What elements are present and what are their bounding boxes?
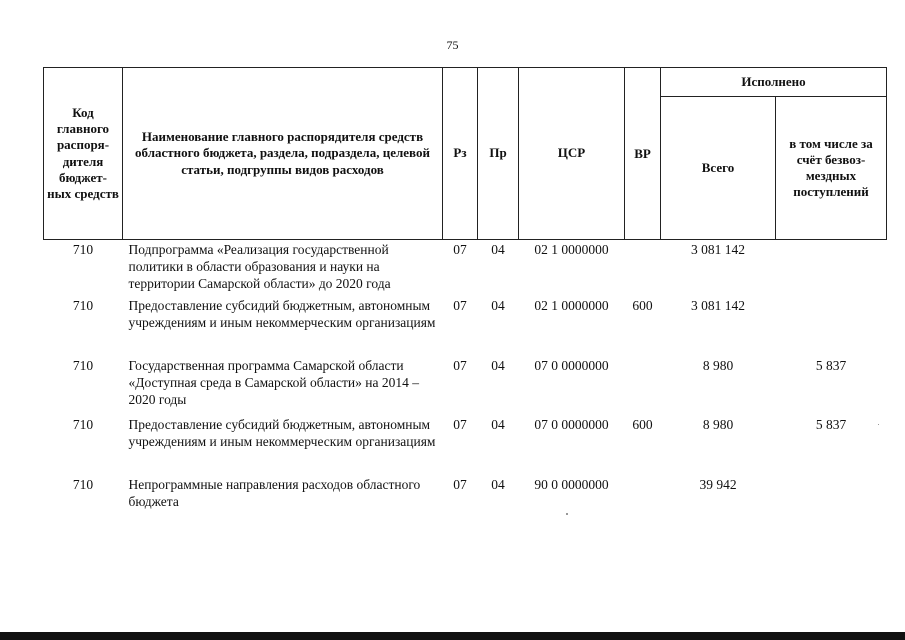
cell-csr: 02 1 0000000 xyxy=(534,242,609,257)
cell-name: Предоставление субсидий бюджетным, автономным учреждениям и иным некоммерческим организациям xyxy=(128,298,436,330)
page-number: 75 xyxy=(446,38,459,52)
cell-total: 8 980 xyxy=(702,358,734,373)
header-executed: Исполнено xyxy=(661,68,887,97)
cell-vr: 600 xyxy=(632,298,653,313)
cell-pr: 04 xyxy=(491,358,505,373)
budget-table xyxy=(43,67,887,517)
table-row xyxy=(44,240,887,297)
cell-name: Непрограммные направления расходов областного бюджета xyxy=(128,477,421,509)
cell-name: Подпрограмма «Реализация государственной политики в области образования и науки на территории Самарской области» до 2020 года xyxy=(128,242,391,291)
cell-pr: 04 xyxy=(491,477,505,492)
cell-rz: 07 xyxy=(453,477,467,492)
header-csr: ЦСР xyxy=(519,68,625,240)
header-gratuitous: в том числе за счёт безвоз-мездных поступлений xyxy=(776,97,887,240)
cell-code: 710 xyxy=(72,477,94,492)
cell-total: 8 980 xyxy=(702,417,734,432)
cell-code: 710 xyxy=(72,417,94,432)
cell-vr xyxy=(625,356,661,415)
header-pr: Пр xyxy=(478,68,519,240)
scan-speck xyxy=(566,513,568,515)
cell-csr: 07 0 0000000 xyxy=(534,417,609,432)
cell-csr: 90 0 0000000 xyxy=(534,477,609,492)
cell-rz: 07 xyxy=(453,417,467,432)
cell-gratuitous xyxy=(776,240,887,297)
cell-code: 710 xyxy=(72,298,94,313)
cell-vr xyxy=(625,475,661,517)
cell-rz: 07 xyxy=(453,298,467,313)
header-code: Код главного распоря-дителя бюджет-ных средств xyxy=(44,68,123,240)
table-row xyxy=(44,415,887,475)
header-vr: ВР xyxy=(625,68,661,240)
cell-name: Государственная программа Самарской области «Доступная среда в Самарской области» на 2014 – 2020 годы xyxy=(128,358,419,407)
cell-vr: 600 xyxy=(632,417,653,432)
cell-vr xyxy=(625,240,661,297)
cell-csr: 07 0 0000000 xyxy=(534,358,609,373)
cell-total: 39 942 xyxy=(699,477,737,492)
header-rz: Рз xyxy=(443,68,478,240)
cell-gratuitous: 5 837 xyxy=(815,417,847,432)
cell-gratuitous: 5 837 xyxy=(815,358,847,373)
cell-total: 3 081 142 xyxy=(691,242,745,257)
cell-csr: 02 1 0000000 xyxy=(534,298,609,313)
cell-pr: 04 xyxy=(491,417,505,432)
cell-pr: 04 xyxy=(491,242,505,257)
scan-bottom-border xyxy=(0,632,905,640)
table-row xyxy=(44,356,887,415)
cell-code: 710 xyxy=(72,358,94,373)
header-total: Всего xyxy=(661,97,776,240)
cell-gratuitous xyxy=(776,475,887,517)
cell-name: Предоставление субсидий бюджетным, автономным учреждениям и иным некоммерческим организациям xyxy=(128,417,436,449)
cell-rz: 07 xyxy=(453,358,467,373)
table-row xyxy=(44,296,887,356)
cell-rz: 07 xyxy=(453,242,467,257)
table-row xyxy=(44,475,887,517)
cell-code: 710 xyxy=(72,242,94,257)
scan-speck xyxy=(878,424,879,425)
cell-pr: 04 xyxy=(491,298,505,313)
header-name: Наименование главного распорядителя средств областного бюджета, раздела, подраздела, целевой статьи, подгруппы видов расходов xyxy=(123,68,443,240)
cell-total: 3 081 142 xyxy=(691,298,745,313)
cell-gratuitous xyxy=(776,296,887,356)
